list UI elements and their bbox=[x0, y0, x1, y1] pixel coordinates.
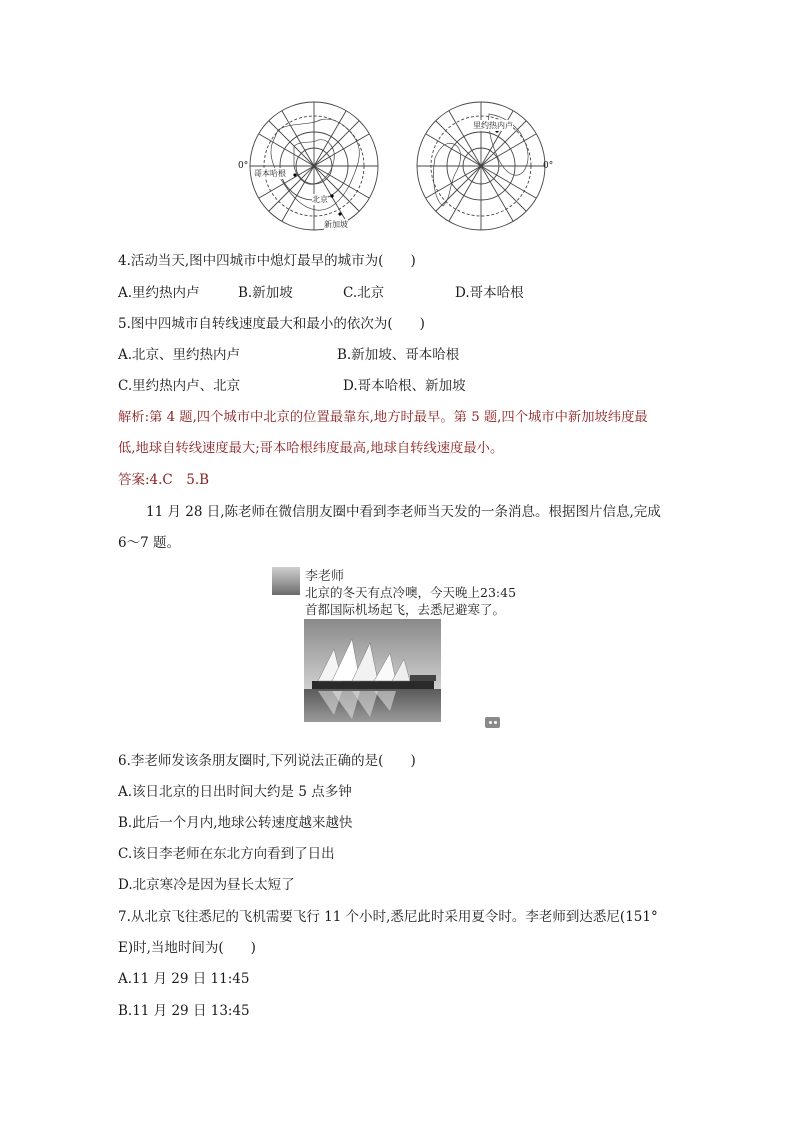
q5-option-b: B.新加坡、哥本哈根 bbox=[337, 347, 460, 363]
beijing-label: 北京 bbox=[312, 195, 328, 204]
q6-option-a: A.该日北京的日出时间大约是 5 点多钟 bbox=[118, 784, 352, 800]
polar-map-left bbox=[238, 100, 390, 232]
copenhagen-label: 哥本哈根 bbox=[254, 169, 286, 178]
answer-text: 答案:4.C 5.B bbox=[118, 472, 210, 488]
q6-option-d: D.北京寒冷是因为昼长太短了 bbox=[118, 877, 295, 893]
q6-option-b: B.此后一个月内,地球公转速度越来越快 bbox=[118, 815, 353, 831]
q7-option-b: B.11 月 29 日 13:45 bbox=[118, 1003, 250, 1019]
singapore-marker bbox=[338, 212, 341, 215]
q4-option-b: B.新加坡 bbox=[238, 285, 293, 301]
post-author: 李老师 bbox=[305, 569, 345, 584]
copenhagen-marker bbox=[293, 173, 296, 176]
singapore-label: 新加坡 bbox=[324, 220, 348, 229]
avatar bbox=[272, 567, 300, 595]
rio-label: 里约热内卢 bbox=[473, 121, 513, 130]
sydney-opera-house-photo bbox=[304, 619, 441, 722]
beijing-marker bbox=[330, 194, 333, 197]
left-map-zero-label: 0° bbox=[238, 161, 249, 171]
q6-stem: 6.李老师发该条朋友圈时,下列说法正确的是( ) bbox=[118, 753, 416, 769]
polar-map-right bbox=[405, 100, 557, 232]
q7-stem-line-1: 7.从北京飞往悉尼的飞机需要飞行 11 个小时,悉尼此时采用夏令时。李老师到达悉尼(151° bbox=[118, 909, 658, 925]
q6-option-c: C.该日李老师在东北方向看到了日出 bbox=[118, 846, 335, 862]
q7-option-a: A.11 月 29 日 11:45 bbox=[118, 971, 250, 987]
q5-stem: 5.图中四城市自转线速度最大和最小的依次为( ) bbox=[118, 316, 425, 332]
right-map-zero-label: 0° bbox=[543, 161, 554, 171]
q4-option-a: A.里约热内卢 bbox=[118, 285, 200, 301]
intro-line-1: 11 月 28 日,陈老师在微信朋友圈中看到李老师当天发的一条消息。根据图片信息,完成 bbox=[146, 504, 661, 520]
intro-line-2: 6～7 题。 bbox=[118, 535, 180, 551]
post-text-line-1: 北京的冬天有点冷噢，今天晚上23:45 bbox=[305, 585, 517, 600]
q4-option-c: C.北京 bbox=[343, 285, 385, 301]
post-text-line-2: 首都国际机场起飞，去悉尼避寒了。 bbox=[305, 602, 506, 617]
q5-option-d: D.哥本哈根、新加坡 bbox=[343, 378, 466, 394]
analysis-line-1: 解析:第 4 题,四个城市中北京的位置最靠东,地方时最早。第 5 题,四个城市中新加坡纬度最 bbox=[118, 410, 648, 425]
analysis-line-2: 低,地球自转线速度最大;哥本哈根纬度最高,地球自转线速度最小。 bbox=[118, 441, 504, 456]
q5-option-c: C.里约热内卢、北京 bbox=[118, 378, 241, 394]
more-dots-icon[interactable] bbox=[485, 717, 500, 728]
q7-stem-line-2: E)时,当地时间为( ) bbox=[118, 940, 256, 956]
q5-option-a: A.北京、里约热内卢 bbox=[118, 347, 241, 363]
q4-stem: 4.活动当天,图中四城市中熄灯最早的城市为( ) bbox=[118, 253, 416, 269]
q4-option-d: D.哥本哈根 bbox=[455, 285, 524, 301]
